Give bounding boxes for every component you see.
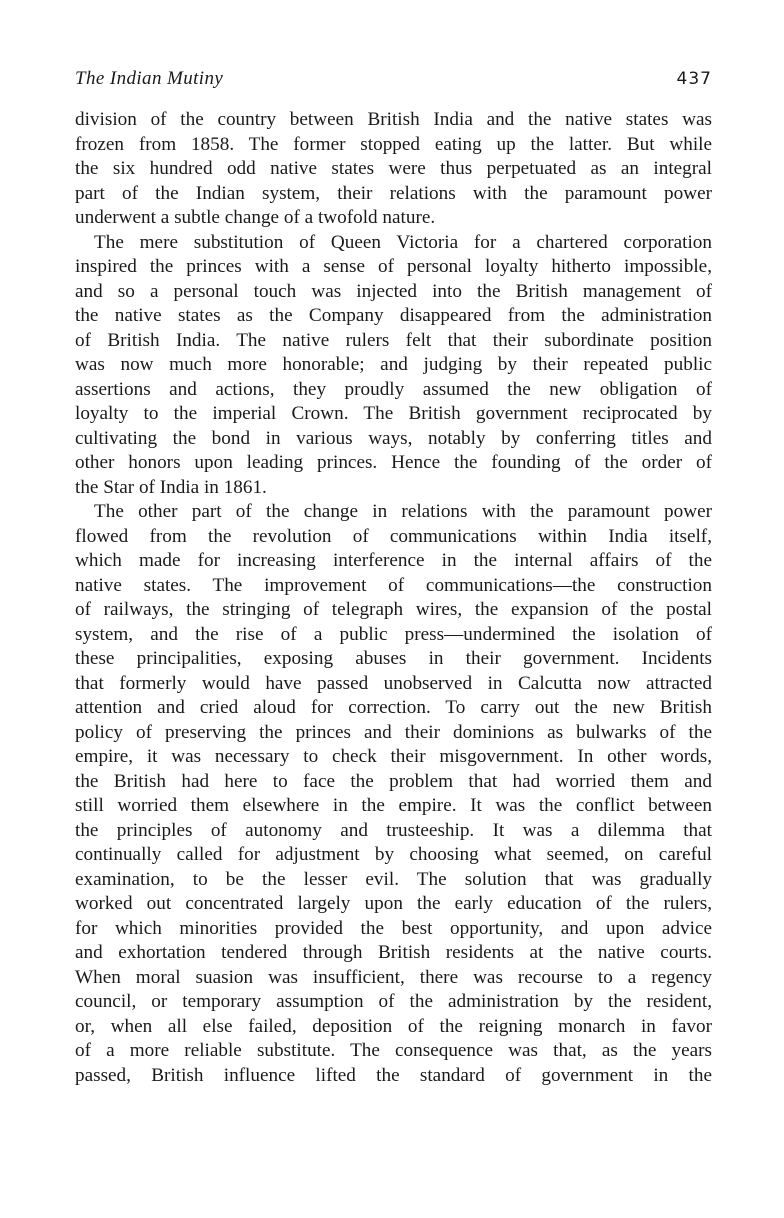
text-line: cultivating the bond in various ways, notably by conferring titles and <box>75 427 712 449</box>
page-number: 437 <box>676 69 712 89</box>
text-line: flowed from the revolution of communications within India itself, <box>75 525 712 547</box>
text-line: and exhortation tendered through British residents at the native courts. <box>75 942 712 963</box>
text-line: When moral suasion was insufficient, there was recourse to a regency <box>75 966 712 988</box>
text-line: which made for increasing interference in the internal affairs of the <box>75 550 712 571</box>
paragraph <box>75 500 712 1088</box>
text-line: frozen from 1858. The former stopped eating up the latter. But while <box>75 133 712 155</box>
text-line: council, or temporary assumption of the administration by the resident, <box>75 991 712 1012</box>
running-head <box>75 68 712 108</box>
text-line: assertions and actions, they proudly assumed the new obligation of <box>75 378 712 400</box>
text-line: part of the Indian system, their relations with the paramount power <box>75 182 712 204</box>
text-line: passed, British influence lifted the standard of government in the <box>75 1064 712 1086</box>
text-line: the British had here to face the problem that had worried them and <box>75 770 712 792</box>
text-line: examination, to be the lesser evil. The solution that was gradually <box>75 868 712 890</box>
text-line: empire, it was necessary to check their misgovernment. In other words, <box>75 746 712 767</box>
text-line: of a more reliable substitute. The consequence was that, as the years <box>75 1040 712 1061</box>
text-line: attention and cried aloud for correction. To carry out the new British <box>75 697 712 718</box>
text-line: or, when all else failed, deposition of the reigning monarch in favor <box>75 1015 712 1037</box>
text-line: the Star of India in 1861. <box>75 476 267 498</box>
text-line: The mere substitution of Queen Victoria for a chartered corporation <box>94 231 712 253</box>
text-line: policy of preserving the princes and their dominions as bulwarks of the <box>75 721 712 743</box>
text-line: still worried them elsewhere in the empire. It was the conflict between <box>75 795 712 816</box>
body-text <box>75 108 712 1088</box>
text-line: inspired the princes with a sense of personal loyalty hitherto impossible, <box>75 256 712 277</box>
text-line: that formerly would have passed unobserved in Calcutta now attracted <box>75 672 712 694</box>
text-line: loyalty to the imperial Crown. The British government reciprocated by <box>75 403 712 424</box>
text-line: and so a personal touch was injected into the British management of <box>75 280 712 302</box>
text-line: the six hundred odd native states were thus perpetuated as an integral <box>75 158 712 179</box>
text-line: other honors upon leading princes. Hence the founding of the order of <box>75 452 712 473</box>
text-line: worked out concentrated largely upon the early education of the rulers, <box>75 893 712 914</box>
text-line: The other part of the change in relations with the paramount power <box>94 501 712 522</box>
text-line: continually called for adjustment by choosing what seemed, on careful <box>75 844 712 865</box>
text-line: system, and the rise of a public press—undermined the isolation of <box>75 623 712 645</box>
text-line: these principalities, exposing abuses in their government. Incidents <box>75 648 712 669</box>
paragraph <box>75 231 712 501</box>
text-line: division of the country between British India and the native states was <box>75 109 712 130</box>
running-title: The Indian Mutiny <box>75 68 224 89</box>
text-line: of British India. The native rulers felt that their subordinate position <box>75 329 712 351</box>
text-line: underwent a subtle change of a twofold nature. <box>75 207 436 228</box>
text-line: for which minorities provided the best opportunity, and upon advice <box>75 917 712 939</box>
text-line: of railways, the stringing of telegraph wires, the expansion of the postal <box>75 599 712 620</box>
text-line: was now much more honorable; and judging by their repeated public <box>75 354 712 375</box>
paragraph <box>75 108 712 231</box>
text-line: the native states as the Company disappeared from the administration <box>75 305 712 326</box>
text-line: the principles of autonomy and trusteeship. It was a dilemma that <box>75 819 712 841</box>
text-line: native states. The improvement of communications—the construction <box>75 574 712 596</box>
book-page <box>75 68 712 1088</box>
